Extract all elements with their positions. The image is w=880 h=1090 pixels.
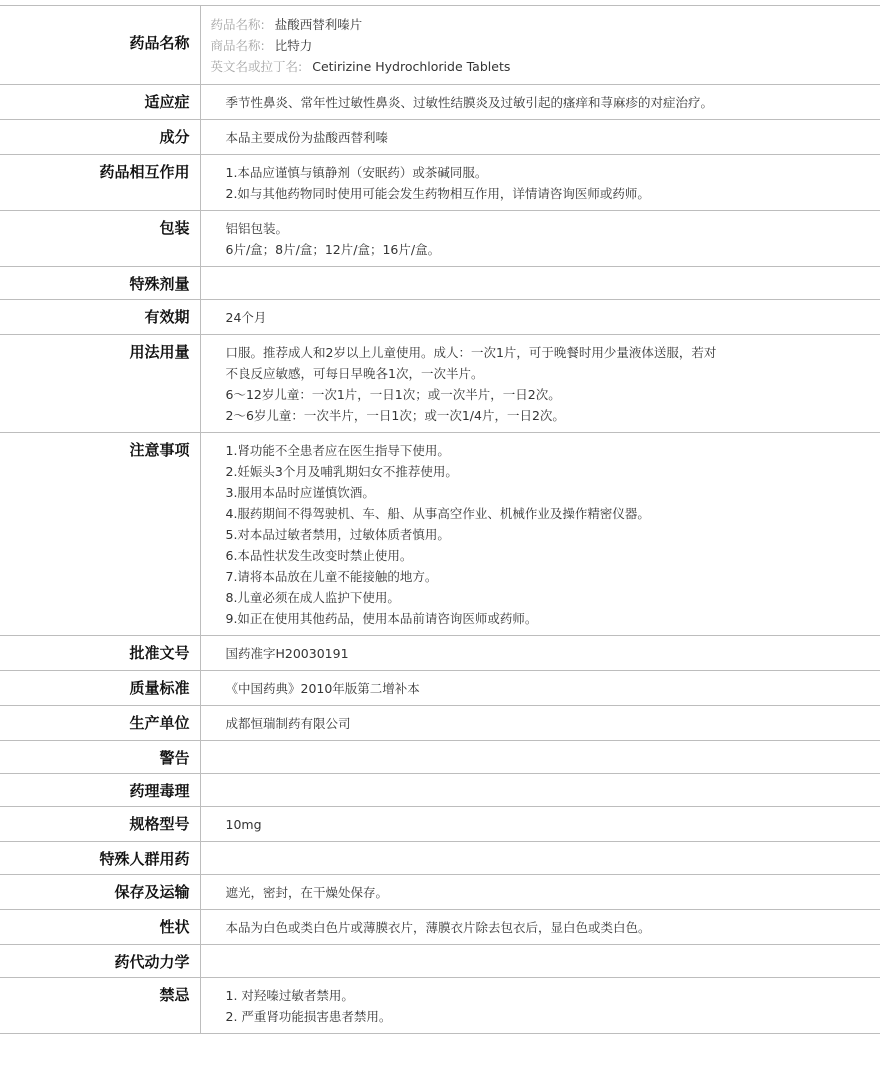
row-value-line: 2.如与其他药物同时使用可能会发生药物相互作用，详情请咨询医师或药师。 (225, 186, 650, 201)
row-pharmacology (0, 774, 880, 807)
row-label: 有效期 (0, 300, 200, 335)
row-label: 保存及运输 (0, 875, 200, 910)
row-value-line: 季节性鼻炎、常年性过敏性鼻炎、过敏性结膜炎及过敏引起的瘙痒和荨麻疹的对症治疗。 (225, 95, 714, 110)
row-value (200, 267, 880, 300)
row-manufacturer (0, 706, 880, 741)
row-label: 生产单位 (0, 706, 200, 741)
row-label: 特殊人群用药 (0, 842, 200, 875)
row-interactions (0, 155, 880, 211)
row-value (200, 636, 880, 671)
row-label: 适应症 (0, 85, 200, 120)
row-value (200, 741, 880, 774)
row-label: 药理毒理 (0, 774, 200, 807)
row-value-line: 4.服药期间不得驾驶机、车、船、从事高空作业、机械作业及操作精密仪器。 (225, 506, 650, 521)
english-name-label: 英文名或拉丁名: (210, 59, 303, 74)
row-special-population (0, 842, 880, 875)
row-value (200, 120, 880, 155)
row-quality-standard (0, 671, 880, 706)
row-label: 药品名称 (0, 6, 200, 85)
row-label: 警告 (0, 741, 200, 774)
row-value (200, 945, 880, 978)
row-value-line: 《中国药典》2010年版第二增补本 (225, 681, 420, 696)
row-value-line: 8.儿童必须在成人监护下使用。 (225, 590, 400, 605)
row-packaging (0, 211, 880, 267)
row-value (200, 335, 880, 433)
row-warning (0, 741, 880, 774)
row-label: 质量标准 (0, 671, 200, 706)
row-value-line: 3.服用本品时应谨慎饮酒。 (225, 485, 375, 500)
english-name-value: Cetirizine Hydrochloride Tablets (312, 59, 511, 74)
row-value (200, 910, 880, 945)
drug-spec-table (0, 5, 880, 1034)
row-shelf-life (0, 300, 880, 335)
row-value-line: 遮光，密封，在干燥处保存。 (225, 885, 389, 900)
row-usage (0, 335, 880, 433)
row-value (200, 978, 880, 1034)
drug-name-cell (200, 6, 880, 85)
row-value (200, 155, 880, 211)
row-label: 包装 (0, 211, 200, 267)
row-value-line: 2.妊娠头3个月及哺乳期妇女不推荐使用。 (225, 464, 458, 479)
row-label: 药代动力学 (0, 945, 200, 978)
row-value-line: 本品主要成份为盐酸西替利嗪 (225, 130, 389, 145)
row-value-line: 本品为白色或类白色片或薄膜衣片，薄膜衣片除去包衣后，显白色或类白色。 (225, 920, 651, 935)
row-value-line: 2～6岁儿童：一次半片，一日1次；或一次1/4片，一日2次。 (225, 408, 565, 423)
row-value-line: 6片/盒；8片/盒；12片/盒；16片/盒。 (225, 242, 441, 257)
row-value (200, 211, 880, 267)
row-value (200, 706, 880, 741)
row-value (200, 774, 880, 807)
row-value-line: 10mg (225, 817, 262, 832)
row-specification (0, 807, 880, 842)
row-label: 性状 (0, 910, 200, 945)
row-value-line: 成都恒瑞制药有限公司 (225, 716, 351, 731)
row-value (200, 671, 880, 706)
row-precautions (0, 433, 880, 636)
row-label: 药品相互作用 (0, 155, 200, 211)
row-special-dosage (0, 267, 880, 300)
row-value-line: 9.如正在使用其他药品，使用本品前请咨询医师或药师。 (225, 611, 538, 626)
row-value-line: 7.请将本品放在儿童不能接触的地方。 (225, 569, 438, 584)
row-value-line: 1. 对羟嗪过敏者禁用。 (225, 988, 354, 1003)
row-description (0, 910, 880, 945)
row-value (200, 85, 880, 120)
row-label: 特殊剂量 (0, 267, 200, 300)
drug-name-label: 药品名称: (210, 17, 265, 32)
row-label: 成分 (0, 120, 200, 155)
row-drug-name (0, 6, 880, 85)
row-value-line: 5.对本品过敏者禁用，过敏体质者慎用。 (225, 527, 450, 542)
trade-name-label: 商品名称: (210, 38, 265, 53)
row-value-line: 24个月 (225, 310, 267, 325)
row-approval-number (0, 636, 880, 671)
row-value-line: 6～12岁儿童：一次1片，一日1次；或一次半片，一日2次。 (225, 387, 561, 402)
row-label: 禁忌 (0, 978, 200, 1034)
row-ingredients (0, 120, 880, 155)
row-indication (0, 85, 880, 120)
row-value-line: 国药准字H20030191 (225, 646, 349, 661)
row-pharmacokinetics (0, 945, 880, 978)
row-label: 批准文号 (0, 636, 200, 671)
row-value (200, 842, 880, 875)
row-value-line: 铝铝包装。 (225, 221, 289, 236)
row-value (200, 300, 880, 335)
trade-name-value: 比特力 (274, 38, 313, 53)
row-label: 规格型号 (0, 807, 200, 842)
row-value (200, 433, 880, 636)
row-value (200, 875, 880, 910)
row-value-line: 口服。推荐成人和2岁以上儿童使用。成人：一次1片，可于晚餐时用少量液体送服，若对 (225, 345, 717, 360)
row-contraindications (0, 978, 880, 1034)
row-value (200, 807, 880, 842)
row-label: 用法用量 (0, 335, 200, 433)
row-storage (0, 875, 880, 910)
row-value-line: 2. 严重肾功能损害患者禁用。 (225, 1009, 392, 1024)
row-value-line: 6.本品性状发生改变时禁止使用。 (225, 548, 413, 563)
drug-name-value: 盐酸西替利嗪片 (274, 17, 363, 32)
row-value-line: 1.本品应谨慎与镇静剂（安眠药）或茶碱同服。 (225, 165, 488, 180)
row-value-line: 不良反应敏感，可每日早晚各1次，一次半片。 (225, 366, 484, 381)
row-label: 注意事项 (0, 433, 200, 636)
row-value-line: 1.肾功能不全患者应在医生指导下使用。 (225, 443, 450, 458)
